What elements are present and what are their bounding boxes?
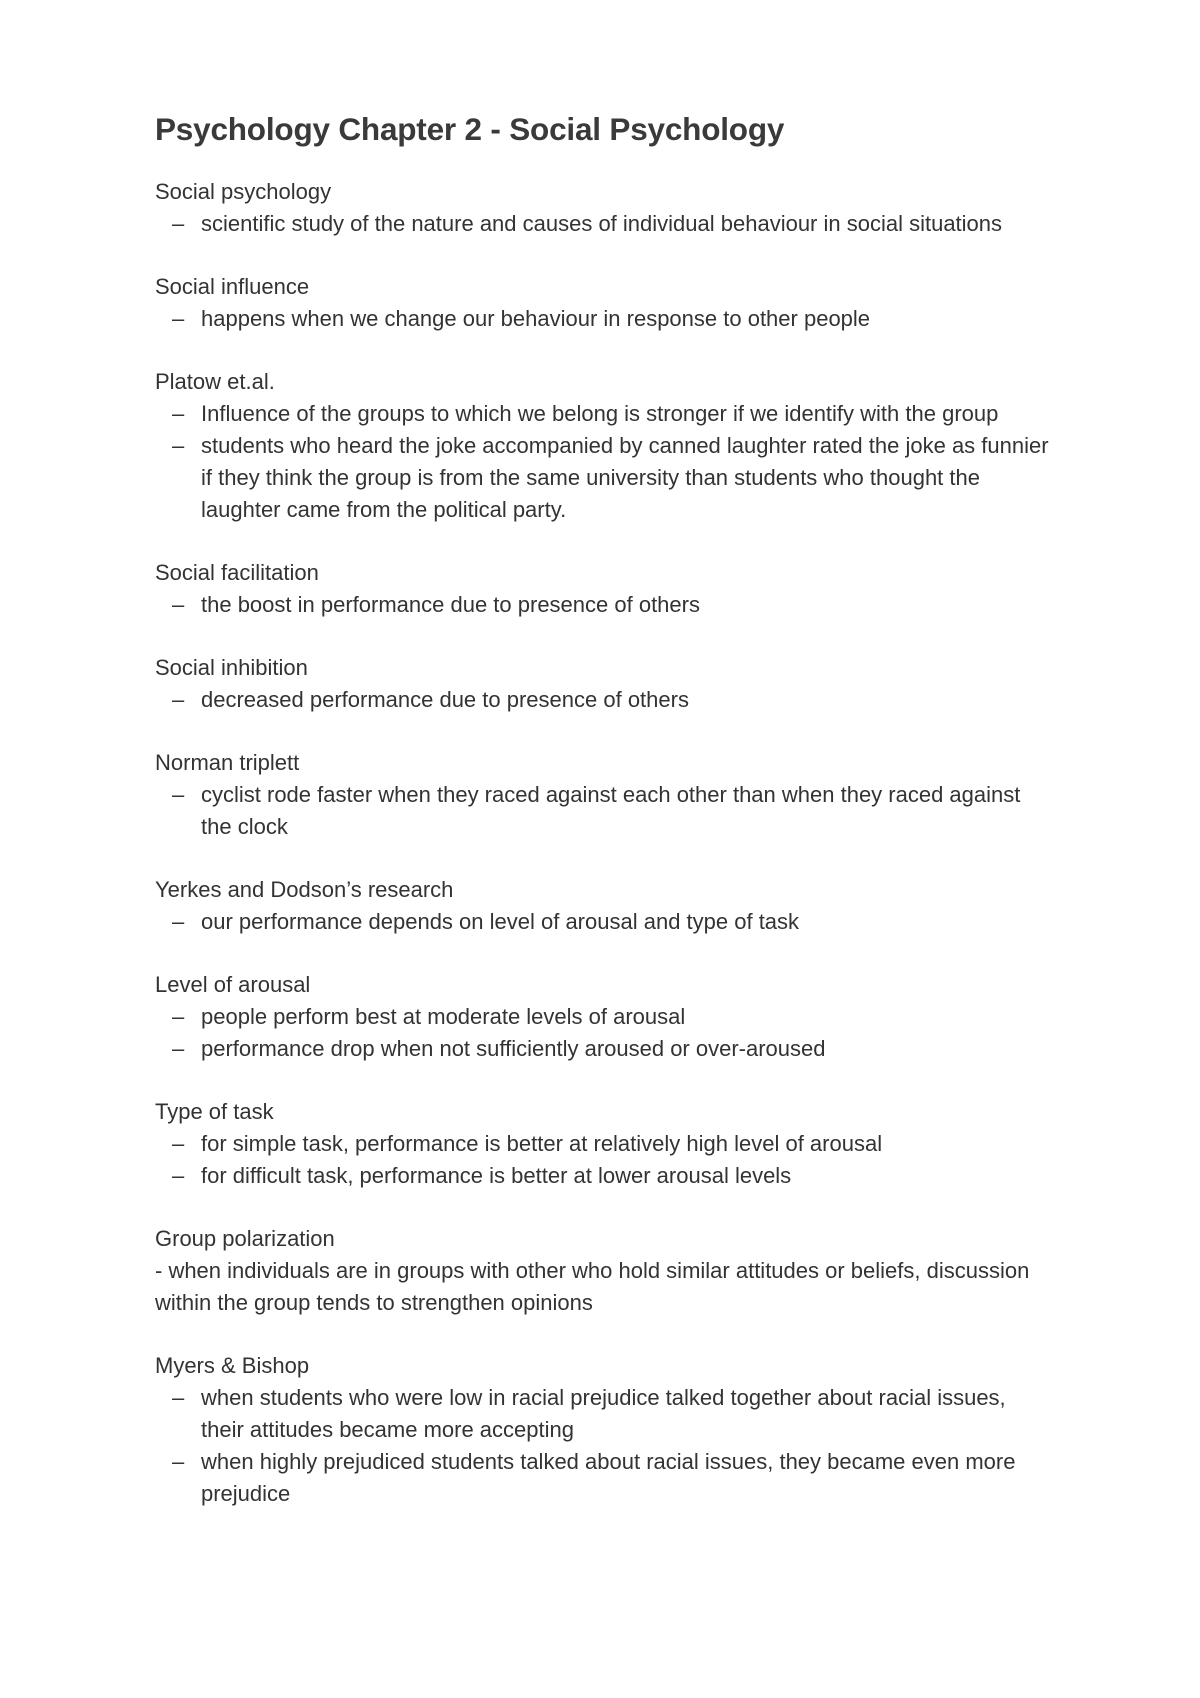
section-heading: Level of arousal: [155, 972, 311, 997]
bullet-item: – happens when we change our behaviour in response to other people: [155, 303, 1050, 335]
bullet-list: [155, 1128, 1050, 1192]
bullet-item: – our performance depends on level of arousal and type of task: [155, 906, 1050, 938]
bullet-item: – people perform best at moderate levels of arousal: [155, 1001, 1050, 1033]
bullet-item: – when students who were low in racial prejudice talked together about racial issues, their attitudes became more accepting: [155, 1382, 1050, 1446]
bullet-list: [155, 208, 1050, 240]
bullet-item: – Influence of the groups to which we belong is stronger if we identify with the group: [155, 398, 1050, 430]
section-heading: Social psychology: [155, 179, 332, 204]
bullet-item: – for simple task, performance is better at relatively high level of arousal: [155, 1128, 1050, 1160]
bullet-item: – decreased performance due to presence of others: [155, 684, 1050, 716]
section-heading: Myers & Bishop: [155, 1353, 310, 1378]
section-norman-triplett: [155, 747, 1050, 843]
bullet-item: – the boost in performance due to presence of others: [155, 589, 1050, 621]
section-social-inhibition: [155, 652, 1050, 716]
section-heading: Social inhibition: [155, 655, 308, 680]
bullet-item: – performance drop when not sufficiently aroused or over-aroused: [155, 1033, 1050, 1065]
section-heading: Platow et.al.: [155, 369, 275, 394]
section-heading: Type of task: [155, 1099, 274, 1124]
bullet-item: – when highly prejudiced students talked about racial issues, they became even more prejudice: [155, 1446, 1050, 1510]
bullet-list: [155, 1001, 1050, 1065]
bullet-list: [155, 1382, 1050, 1510]
section-social-facilitation: [155, 557, 1050, 621]
bullet-list: [155, 684, 1050, 716]
bullet-list: [155, 589, 1050, 621]
section-myers-bishop: [155, 1350, 1050, 1510]
bullet-item: – students who heard the joke accompanied by canned laughter rated the joke as funnier if they think the group is from the same university than students who thought the laughter came from the political party.: [155, 430, 1050, 526]
section-group-polarization: [155, 1223, 1050, 1319]
bullet-item: – cyclist rode faster when they raced against each other than when they raced against the clock: [155, 779, 1050, 843]
section-type-of-task: [155, 1096, 1050, 1192]
section-heading: Group polarization: [155, 1226, 335, 1251]
page-title: Psychology Chapter 2 - Social Psychology: [155, 111, 785, 147]
bullet-item: – scientific study of the nature and causes of individual behaviour in social situations: [155, 208, 1050, 240]
section-level-of-arousal: [155, 969, 1050, 1065]
bullet-list: [155, 303, 1050, 335]
bullet-list: [155, 398, 1050, 526]
bullet-list: [155, 906, 1050, 938]
bullet-list: [155, 779, 1050, 843]
section-heading: Norman triplett: [155, 750, 300, 775]
section-heading: Yerkes and Dodson’s research: [155, 877, 454, 902]
bullet-item: – for difficult task, performance is better at lower arousal levels: [155, 1160, 1050, 1192]
section-heading: Social influence: [155, 274, 310, 299]
section-paragraph: - when individuals are in groups with other who hold similar attitudes or beliefs, discussion within the group tends to strengthen opinions: [155, 1258, 1030, 1315]
section-heading: Social facilitation: [155, 560, 319, 585]
section-social-psychology: [155, 176, 1050, 240]
section-social-influence: [155, 271, 1050, 335]
section-yerkes-dodson: [155, 874, 1050, 938]
section-platow: [155, 366, 1050, 526]
